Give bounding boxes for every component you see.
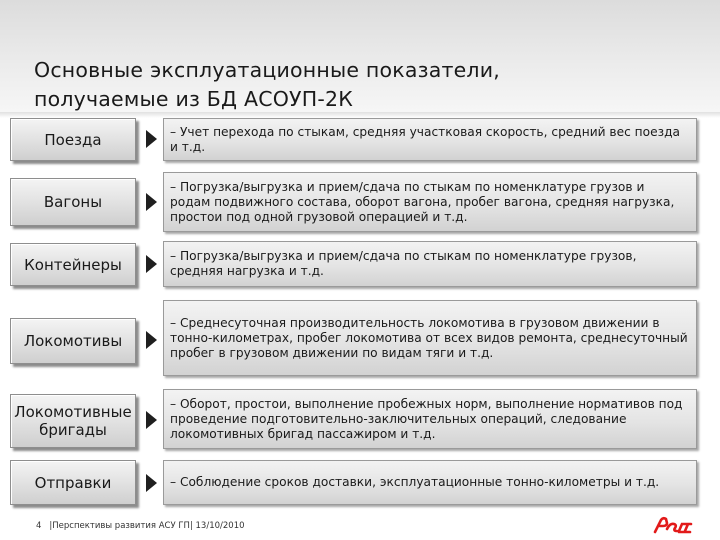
arrow-right-icon bbox=[146, 255, 157, 273]
category-box-locomotives bbox=[10, 318, 136, 364]
category-label: Поезда bbox=[44, 130, 102, 149]
category-label: Локомотивные бригады bbox=[14, 403, 132, 439]
rzd-logo bbox=[652, 514, 696, 536]
category-label: Отправки bbox=[34, 473, 112, 492]
category-box-locomotive-crews bbox=[10, 394, 136, 448]
description-box-trains bbox=[163, 118, 697, 161]
arrow-right-icon bbox=[146, 474, 157, 492]
description-text: – Учет перехода по стыкам, средняя участковая скорость, средний вес поезда и т.д. bbox=[170, 124, 680, 154]
footer bbox=[36, 521, 245, 531]
category-label: Вагоны bbox=[43, 193, 103, 211]
description-text: – Среднесуточная производительность локомотива в грузовом движении в тонно-километрах, пробег локомотива от всех видов ремонта, среднесуточный пробег в грузовом движении по видам тяги и т.д. bbox=[170, 315, 688, 360]
page-number: 4 bbox=[36, 521, 42, 531]
category-box-wagons bbox=[10, 178, 136, 226]
category-box-containers bbox=[10, 243, 136, 286]
description-box-locomotive-crews bbox=[163, 389, 697, 449]
description-box-containers bbox=[163, 241, 697, 287]
description-text: – Погрузка/выгрузка и прием/сдача по стыкам по номенклатуре грузов и родам подвижного состава, оборот вагона, пробег вагона, средняя нагрузка, простои под одной грузовой операцией и т.д. bbox=[170, 179, 675, 224]
arrow-right-icon bbox=[146, 193, 157, 211]
description-box-locomotives bbox=[163, 300, 697, 376]
description-box-wagons bbox=[163, 172, 697, 232]
page-title bbox=[34, 56, 674, 114]
arrow-right-icon bbox=[146, 130, 157, 148]
footer-text: |Перспективы развития АСУ ГП| 13/10/2010 bbox=[49, 521, 245, 531]
category-label: Контейнеры bbox=[24, 255, 122, 274]
page-title-line-2: получаемые из БД АСОУП-2К bbox=[34, 87, 353, 111]
description-text: – Оборот, простои, выполнение пробежных норм, выполнение нормативов под проведение подготовительно-заключительных операций, следование локомотивных бригад пассажиром и т.д. bbox=[170, 396, 683, 441]
category-box-trains bbox=[10, 118, 136, 161]
arrow-right-icon bbox=[146, 411, 157, 429]
description-text: – Соблюдение сроков доставки, эксплуатационные тонно-километры и т.д. bbox=[170, 475, 660, 489]
category-box-shipments bbox=[10, 460, 136, 505]
description-box-shipments bbox=[163, 460, 697, 505]
category-label: Локомотивы bbox=[23, 332, 123, 350]
arrow-right-icon bbox=[146, 331, 157, 349]
page-title-line-1: Основные эксплуатационные показатели, bbox=[34, 58, 500, 82]
description-text: – Погрузка/выгрузка и прием/сдача по стыкам по номенклатуре грузов, средняя нагрузка и т.д. bbox=[170, 249, 637, 278]
